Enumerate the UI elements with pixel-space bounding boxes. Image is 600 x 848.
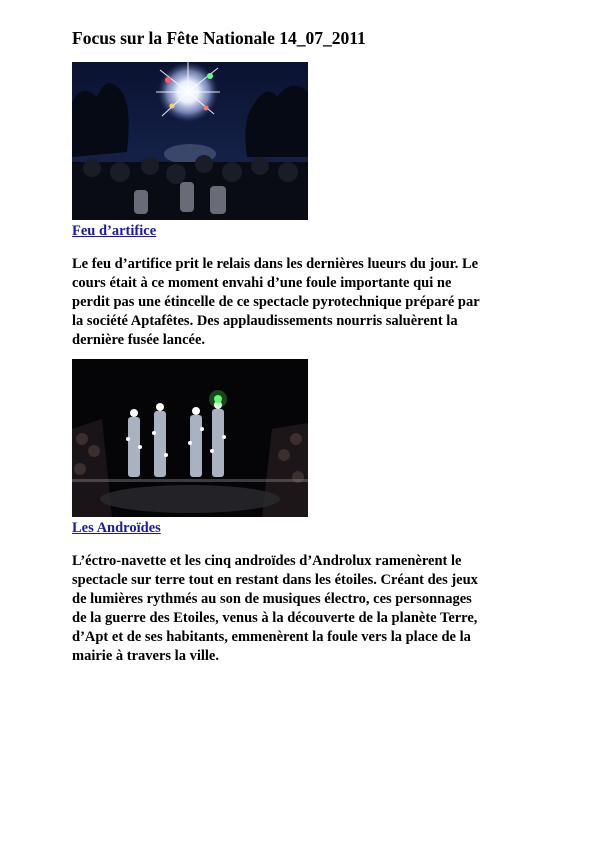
- androids-photo: [72, 359, 308, 517]
- paragraph-line: Le feu d’artifice prit le relais dans les dernières lueurs du jour. Le: [72, 256, 479, 272]
- fireworks-paragraph: [72, 255, 542, 350]
- paragraph-line: spectacle sur terre tout en restant dans les étoiles. Créant des jeux: [72, 572, 478, 588]
- paragraph-line: mairie à travers la ville.: [72, 648, 219, 664]
- paragraph-line: de la guerre des Etoiles, venus à la découverte de la planète Terre,: [72, 610, 478, 626]
- paragraph-line: dernière fusée lancée.: [72, 332, 206, 348]
- paragraph-line: de lumières rythmés au son de musiques électro, ces personnages: [72, 591, 472, 607]
- androids-paragraph: [72, 552, 542, 666]
- caption-androids-link[interactable]: Les Androïdes: [72, 520, 161, 536]
- page-title: Focus sur la Fête Nationale 14_07_2011: [72, 28, 366, 48]
- paragraph-line: la société Aptafêtes. Des applaudissements nourris saluèrent la: [72, 313, 458, 329]
- paragraph-line: cours était à ce moment envahi d’une foule importante qui ne: [72, 275, 452, 291]
- fireworks-photo: [72, 62, 308, 220]
- caption-fireworks-link[interactable]: Feu d’artifice: [72, 223, 157, 239]
- paragraph-line: d’Apt et de ses habitants, emmenèrent la foule vers la place de la: [72, 629, 471, 645]
- paragraph-line: perdit pas une étincelle de ce spectacle pyrotechnique préparé par: [72, 294, 480, 310]
- paragraph-line: L’éctro-navette et les cinq androïdes d’Androlux ramenèrent le: [72, 553, 462, 569]
